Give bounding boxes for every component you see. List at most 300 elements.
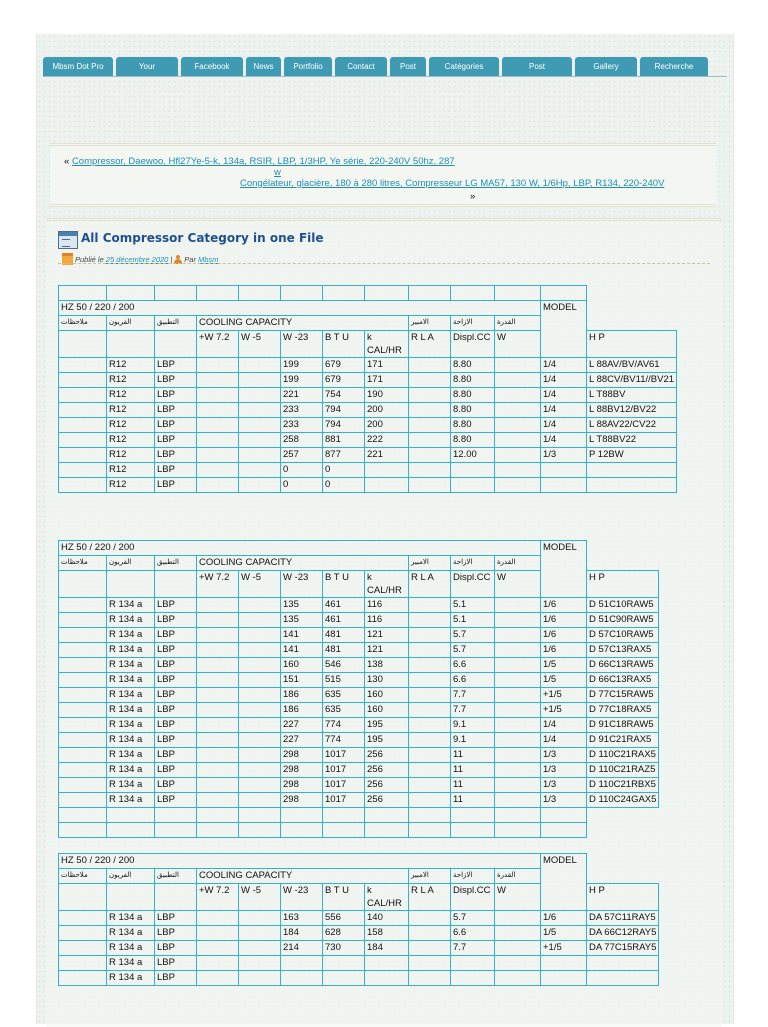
model-cell: D 66C13RAX5 (587, 673, 659, 688)
btu-cell: 481 (323, 643, 365, 658)
model-cell: DA 57C11RAY5 (587, 911, 659, 926)
notes-cell (59, 971, 107, 986)
application-cell: LBP (155, 941, 197, 956)
rla-cell (409, 388, 451, 403)
power-header: القدرة (495, 869, 541, 884)
refrigerant-cell: R 134 a (107, 688, 155, 703)
refrigerant-cell: R 134 a (107, 763, 155, 778)
column-subheader: W -5 (239, 571, 281, 598)
refrigerant-cell: R12 (107, 448, 155, 463)
w72-cell (197, 463, 239, 478)
w23-cell: 163 (281, 911, 323, 926)
hp-cell (541, 463, 587, 478)
empty-cell (59, 823, 107, 838)
btu-cell: 881 (323, 433, 365, 448)
empty-cell (495, 808, 541, 823)
refrigerant-cell: R 134 a (107, 598, 155, 613)
post-date-link[interactable]: 25 décembre 2020 (105, 254, 169, 264)
displ-cell: 5.7 (451, 628, 495, 643)
table-row (59, 433, 677, 448)
model-cell: D 91C21RAX5 (587, 733, 659, 748)
compressor-spec-table (58, 285, 677, 493)
rla-cell (409, 941, 451, 956)
w-cell (495, 418, 541, 433)
column-subheader: W (495, 571, 541, 598)
column-subheader: R L A (409, 331, 451, 358)
hp-cell: 1/4 (541, 733, 587, 748)
rla-cell (409, 911, 451, 926)
w23-cell: 0 (281, 478, 323, 493)
w23-cell (281, 971, 323, 986)
empty-cell (451, 808, 495, 823)
kcal-cell: 200 (365, 403, 409, 418)
w-cell (495, 463, 541, 478)
hp-cell: 1/6 (541, 643, 587, 658)
model-cell: P 12BW (587, 448, 677, 463)
rla-cell (409, 718, 451, 733)
displ-cell (451, 463, 495, 478)
w5-cell (239, 373, 281, 388)
column-subheader: Displ.CC (451, 571, 495, 598)
nav-tab[interactable]: Post (390, 57, 426, 77)
nav-tab[interactable]: Your (116, 57, 178, 77)
refrigerant-cell: R 134 a (107, 673, 155, 688)
empty-cell (323, 286, 365, 301)
w23-cell: 199 (281, 358, 323, 373)
nav-tab[interactable]: Post (502, 57, 572, 77)
prev-post-link-cont[interactable]: w (274, 167, 281, 178)
w23-cell: 214 (281, 941, 323, 956)
displ-cell (451, 956, 495, 971)
compressor-spec-table (58, 853, 659, 986)
displ-cell: 11 (451, 763, 495, 778)
w-cell (495, 941, 541, 956)
btu-cell: 679 (323, 358, 365, 373)
notes-cell (59, 418, 107, 433)
displ-cell (451, 478, 495, 493)
empty-cell (409, 286, 451, 301)
w-cell (495, 956, 541, 971)
hp-cell: +1/5 (541, 703, 587, 718)
btu-cell (323, 971, 365, 986)
btu-cell: 754 (323, 388, 365, 403)
w23-cell: 135 (281, 598, 323, 613)
nav-tab[interactable]: Catégories (429, 57, 499, 77)
w72-cell (197, 433, 239, 448)
kcal-cell: 256 (365, 778, 409, 793)
nav-tab[interactable]: Recherche (640, 57, 708, 77)
amp-header: الامبير (409, 556, 451, 571)
rla-cell (409, 373, 451, 388)
notes-cell (59, 613, 107, 628)
power-header: القدرة (495, 556, 541, 571)
published-label: Publié le (75, 254, 104, 264)
model-cell (587, 463, 677, 478)
hp-cell (541, 478, 587, 493)
meta-separator: | (170, 254, 173, 264)
rla-cell (409, 628, 451, 643)
table-row (59, 373, 677, 388)
hp-cell: 1/3 (541, 448, 587, 463)
application-cell: LBP (155, 358, 197, 373)
w72-cell (197, 388, 239, 403)
w-cell (495, 358, 541, 373)
notes-cell (59, 718, 107, 733)
table-row (59, 911, 659, 926)
model-cell: D 77C15RAW5 (587, 688, 659, 703)
nav-tab[interactable]: Portfolio (284, 57, 332, 77)
hp-cell: 1/6 (541, 628, 587, 643)
w-cell (495, 433, 541, 448)
displ-cell: 11 (451, 778, 495, 793)
nav-tab[interactable]: Gallery (575, 57, 637, 77)
w5-cell (239, 926, 281, 941)
empty-cell (107, 286, 155, 301)
w-cell (495, 748, 541, 763)
refrigerant-cell: R 134 a (107, 748, 155, 763)
table-row (59, 388, 677, 403)
notes-cell (59, 793, 107, 808)
application-cell: LBP (155, 373, 197, 388)
refrigerant-cell: R12 (107, 478, 155, 493)
kcal-cell (365, 971, 409, 986)
displ-cell: 8.80 (451, 373, 495, 388)
empty-cell (59, 884, 107, 911)
nav-tab[interactable]: News (246, 57, 281, 77)
amp-header: الامبير (409, 316, 451, 331)
model-cell: D 51C10RAW5 (587, 598, 659, 613)
btu-cell: 0 (323, 478, 365, 493)
displ-cell: 6.6 (451, 673, 495, 688)
refrigerant-cell: R 134 a (107, 643, 155, 658)
displ-cell: 7.7 (451, 688, 495, 703)
empty-cell (59, 808, 107, 823)
notes-header: ملاحظات (59, 869, 107, 884)
w-cell (495, 763, 541, 778)
w72-cell (197, 628, 239, 643)
btu-cell: 515 (323, 673, 365, 688)
application-cell: LBP (155, 748, 197, 763)
refrigerant-cell: R 134 a (107, 703, 155, 718)
application-cell: LBP (155, 763, 197, 778)
displ-cell: 8.80 (451, 358, 495, 373)
empty-cell (451, 823, 495, 838)
rla-cell (409, 763, 451, 778)
table-row (59, 478, 677, 493)
btu-cell: 794 (323, 418, 365, 433)
w23-cell: 160 (281, 658, 323, 673)
rla-cell (409, 733, 451, 748)
model-cell: L 88AV22/CV22 (587, 418, 677, 433)
empty-cell (155, 823, 197, 838)
table-row (59, 403, 677, 418)
notes-cell (59, 956, 107, 971)
displ-cell: 5.7 (451, 911, 495, 926)
w-cell (495, 403, 541, 418)
w5-cell (239, 418, 281, 433)
hp-cell: 1/4 (541, 403, 587, 418)
w-cell (495, 778, 541, 793)
w5-cell (239, 448, 281, 463)
w-cell (495, 911, 541, 926)
table-row (59, 733, 659, 748)
power-header: القدرة (495, 316, 541, 331)
w-cell (495, 688, 541, 703)
column-subheader: k CAL/HR (365, 571, 409, 598)
rla-cell (409, 448, 451, 463)
nav-tab[interactable]: Facebook (181, 57, 243, 77)
hp-cell: 1/4 (541, 358, 587, 373)
refrigerant-cell: R 134 a (107, 941, 155, 956)
btu-cell: 481 (323, 628, 365, 643)
w-cell (495, 643, 541, 658)
refrigerant-cell: R12 (107, 433, 155, 448)
btu-cell: 794 (323, 403, 365, 418)
table-row (59, 643, 659, 658)
w72-cell (197, 733, 239, 748)
application-cell: LBP (155, 658, 197, 673)
w23-cell: 257 (281, 448, 323, 463)
w72-cell (197, 658, 239, 673)
application-cell: LBP (155, 388, 197, 403)
kcal-cell: 222 (365, 433, 409, 448)
notes-cell (59, 388, 107, 403)
displacement-header: الازاحة (451, 316, 495, 331)
w72-cell (197, 643, 239, 658)
application-header: التطبيق (155, 556, 197, 571)
empty-cell (281, 823, 323, 838)
kcal-cell: 184 (365, 941, 409, 956)
refrigerant-cell: R 134 a (107, 718, 155, 733)
refrigerant-cell: R 134 a (107, 926, 155, 941)
empty-cell (155, 808, 197, 823)
kcal-cell (365, 463, 409, 478)
model-cell: D 51C90RAW5 (587, 613, 659, 628)
table-row (59, 778, 659, 793)
w-cell (495, 718, 541, 733)
application-cell: LBP (155, 956, 197, 971)
notes-cell (59, 433, 107, 448)
btu-cell: 730 (323, 941, 365, 956)
empty-cell (197, 286, 239, 301)
post-title[interactable]: All Compressor Category in one File (81, 231, 324, 245)
w72-cell (197, 598, 239, 613)
w-cell (495, 733, 541, 748)
notes-header: ملاحظات (59, 316, 107, 331)
w-cell (495, 613, 541, 628)
w23-cell: 298 (281, 793, 323, 808)
column-subheader: H P (587, 571, 659, 598)
refrigerant-header: الفريون (107, 316, 155, 331)
w72-cell (197, 673, 239, 688)
model-header: MODEL (541, 541, 587, 598)
displ-cell: 5.7 (451, 643, 495, 658)
displ-cell: 8.80 (451, 388, 495, 403)
w72-cell (197, 718, 239, 733)
column-subheader: Displ.CC (451, 331, 495, 358)
empty-cell (155, 884, 197, 911)
table-row (59, 703, 659, 718)
notes-cell (59, 448, 107, 463)
displ-cell: 6.6 (451, 926, 495, 941)
w23-cell: 233 (281, 403, 323, 418)
displ-cell: 9.1 (451, 718, 495, 733)
hp-cell: 1/4 (541, 718, 587, 733)
refrigerant-cell: R 134 a (107, 971, 155, 986)
w72-cell (197, 448, 239, 463)
hp-cell: 1/4 (541, 373, 587, 388)
table-row (59, 793, 659, 808)
w5-cell (239, 478, 281, 493)
column-subheader: W -23 (281, 331, 323, 358)
btu-cell: 0 (323, 463, 365, 478)
w72-cell (197, 778, 239, 793)
model-header: MODEL (541, 854, 587, 911)
notes-cell (59, 778, 107, 793)
displ-cell: 5.1 (451, 613, 495, 628)
w-cell (495, 703, 541, 718)
rla-cell (409, 598, 451, 613)
column-subheader: W (495, 884, 541, 911)
kcal-cell: 121 (365, 643, 409, 658)
table-row (59, 688, 659, 703)
rla-cell (409, 418, 451, 433)
column-subheader: +W 7.2 (197, 571, 239, 598)
model-cell (587, 971, 659, 986)
w72-cell (197, 763, 239, 778)
kcal-cell: 171 (365, 373, 409, 388)
application-cell: LBP (155, 613, 197, 628)
w23-cell: 186 (281, 688, 323, 703)
empty-cell (107, 884, 155, 911)
application-cell: LBP (155, 911, 197, 926)
notes-header: ملاحظات (59, 556, 107, 571)
refrigerant-cell: R 134 a (107, 956, 155, 971)
next-arrow: » (470, 191, 476, 202)
w23-cell: 184 (281, 926, 323, 941)
w5-cell (239, 388, 281, 403)
model-cell: D 110C21RAX5 (587, 748, 659, 763)
application-cell: LBP (155, 703, 197, 718)
w-cell (495, 971, 541, 986)
hp-cell: 1/6 (541, 598, 587, 613)
table-row (59, 956, 659, 971)
model-cell: D 77C18RAX5 (587, 703, 659, 718)
refrigerant-cell: R12 (107, 358, 155, 373)
table-row (59, 598, 659, 613)
displ-cell: 11 (451, 748, 495, 763)
notes-cell (59, 911, 107, 926)
hp-cell (541, 971, 587, 986)
rla-cell (409, 778, 451, 793)
w23-cell: 227 (281, 733, 323, 748)
notes-cell (59, 463, 107, 478)
kcal-cell: 158 (365, 926, 409, 941)
w72-cell (197, 911, 239, 926)
model-cell (587, 956, 659, 971)
w5-cell (239, 733, 281, 748)
notes-cell (59, 358, 107, 373)
hp-cell: 1/3 (541, 748, 587, 763)
notes-cell (59, 403, 107, 418)
btu-cell: 774 (323, 718, 365, 733)
btu-cell: 556 (323, 911, 365, 926)
w5-cell (239, 971, 281, 986)
empty-cell (59, 331, 107, 358)
w72-cell (197, 793, 239, 808)
w-cell (495, 598, 541, 613)
notes-cell (59, 373, 107, 388)
rla-cell (409, 926, 451, 941)
frequency-voltage-label: HZ 50 / 220 / 200 (59, 541, 541, 556)
column-subheader: +W 7.2 (197, 884, 239, 911)
kcal-cell: 160 (365, 703, 409, 718)
refrigerant-cell: R 134 a (107, 628, 155, 643)
next-post-link[interactable]: Congélateur, glacière, 180 à 280 litres, Compresseur LG MA57, 130 W, 1/6Hp, LBP, R134, 220-240V (240, 178, 665, 189)
kcal-cell: 171 (365, 358, 409, 373)
table-row (59, 748, 659, 763)
model-cell: L T88BV22 (587, 433, 677, 448)
notes-cell (59, 703, 107, 718)
btu-cell: 877 (323, 448, 365, 463)
w5-cell (239, 703, 281, 718)
prev-post-link[interactable]: Compressor, Daewoo, Hfl27Ye-5-k, 134a, RSIR, LBP, 1/3HP, Ye série, 220-240V 50hz, 287 (71, 156, 455, 167)
table-row (59, 763, 659, 778)
hp-cell: +1/5 (541, 941, 587, 956)
kcal-cell: 116 (365, 598, 409, 613)
table-row (59, 448, 677, 463)
hp-cell: 1/4 (541, 388, 587, 403)
btu-cell: 1017 (323, 778, 365, 793)
btu-cell: 461 (323, 598, 365, 613)
column-subheader: R L A (409, 571, 451, 598)
column-subheader: W -23 (281, 571, 323, 598)
refrigerant-cell: R 134 a (107, 778, 155, 793)
w5-cell (239, 613, 281, 628)
refrigerant-cell: R 134 a (107, 911, 155, 926)
kcal-cell: 160 (365, 688, 409, 703)
table-row (59, 926, 659, 941)
model-header: MODEL (541, 301, 587, 358)
btu-cell: 635 (323, 688, 365, 703)
empty-cell (323, 823, 365, 838)
w23-cell: 151 (281, 673, 323, 688)
rla-cell (409, 658, 451, 673)
amp-header: الامبير (409, 869, 451, 884)
author-link[interactable]: Mbsm (197, 254, 219, 264)
nav-tab[interactable]: Contact (335, 57, 387, 77)
kcal-cell: 256 (365, 763, 409, 778)
application-cell: LBP (155, 971, 197, 986)
refrigerant-cell: R12 (107, 463, 155, 478)
w5-cell (239, 403, 281, 418)
model-cell: L 88AV/BV/AV61 (587, 358, 677, 373)
empty-cell (541, 823, 587, 838)
frequency-voltage-label: HZ 50 / 220 / 200 (59, 854, 541, 869)
empty-cell (409, 823, 451, 838)
btu-cell: 1017 (323, 763, 365, 778)
empty-cell (281, 286, 323, 301)
table-row (59, 941, 659, 956)
w23-cell: 141 (281, 643, 323, 658)
nav-tab[interactable]: Mbsm Dot Pro (43, 57, 113, 77)
empty-cell (541, 808, 587, 823)
kcal-cell: 256 (365, 748, 409, 763)
refrigerant-header: الفريون (107, 556, 155, 571)
displ-cell: 7.7 (451, 941, 495, 956)
kcal-cell: 190 (365, 388, 409, 403)
kcal-cell: 140 (365, 911, 409, 926)
